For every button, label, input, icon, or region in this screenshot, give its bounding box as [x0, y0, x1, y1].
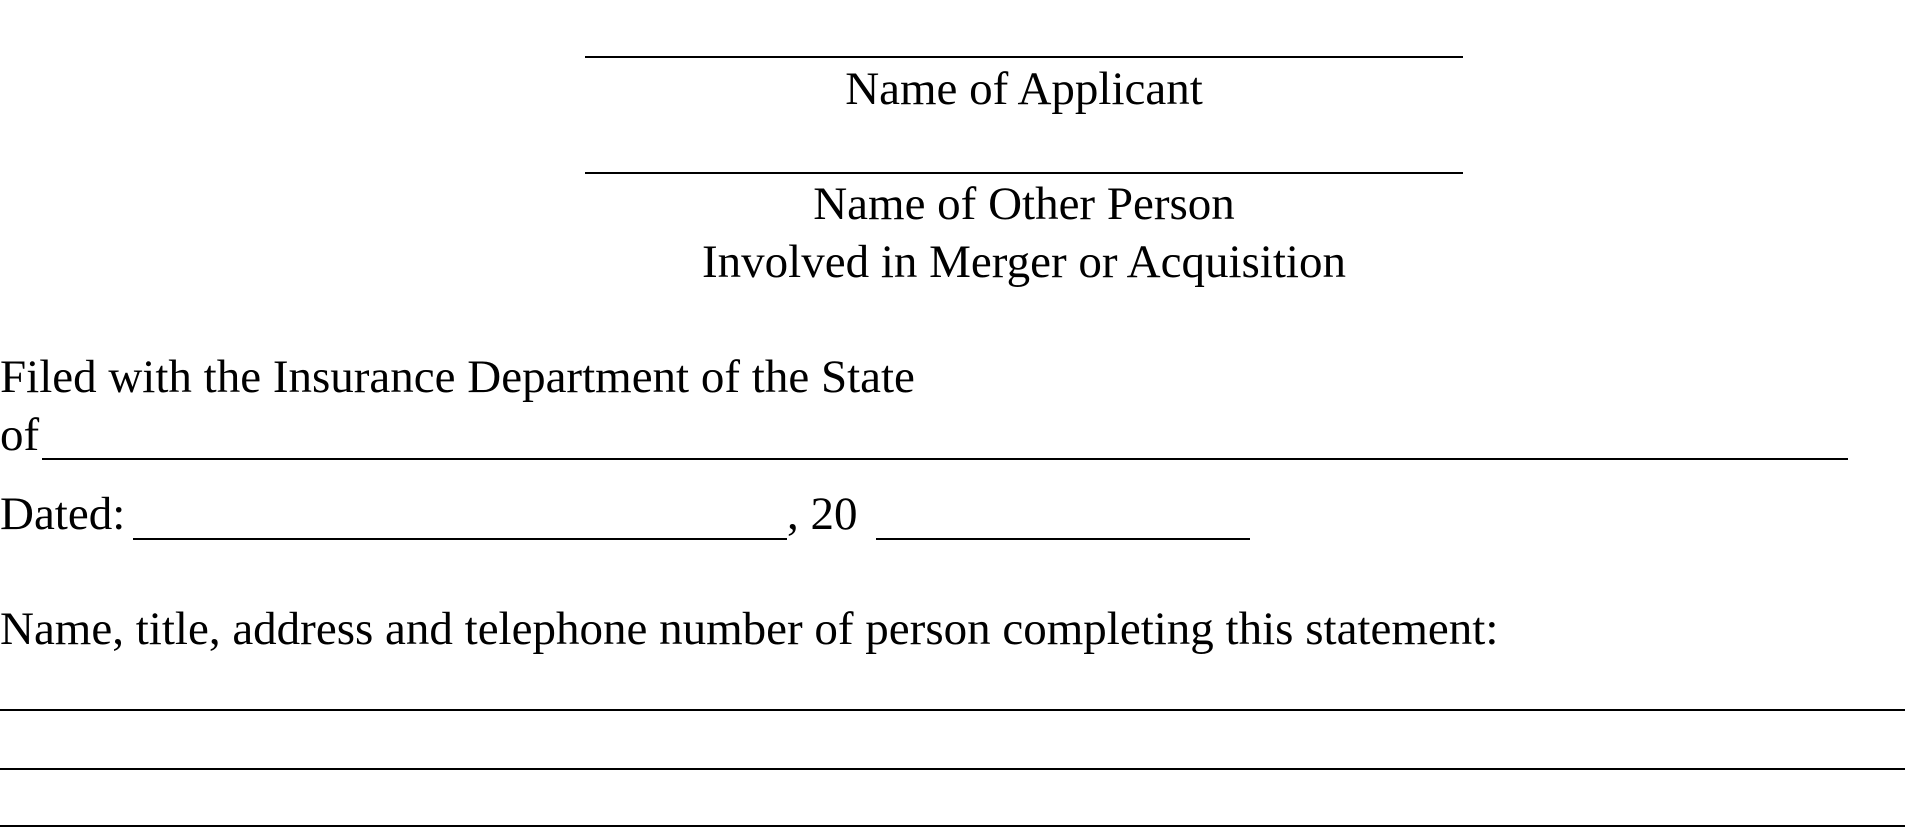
- other-person-label-line1: Name of Other Person: [813, 178, 1235, 230]
- applicant-name-label: Name of Applicant: [845, 63, 1203, 115]
- date-line[interactable]: [133, 538, 787, 540]
- other-person-label-line2: Involved in Merger or Acquisition: [702, 236, 1346, 288]
- state-line[interactable]: [42, 458, 1848, 460]
- completer-line-3[interactable]: [0, 825, 1905, 827]
- completer-label: Name, title, address and telephone number of person completing this statement:: [0, 603, 1499, 655]
- filed-with-text: Filed with the Insurance Department of the State: [0, 351, 915, 403]
- completer-line-1[interactable]: [0, 709, 1905, 711]
- other-person-name-line[interactable]: [585, 172, 1463, 174]
- year-line[interactable]: [876, 538, 1250, 540]
- completer-line-2[interactable]: [0, 768, 1905, 770]
- applicant-name-line[interactable]: [585, 56, 1463, 58]
- state-prefix: of: [0, 409, 40, 461]
- dated-label: Dated:: [0, 488, 126, 540]
- year-prefix: , 20: [787, 488, 858, 540]
